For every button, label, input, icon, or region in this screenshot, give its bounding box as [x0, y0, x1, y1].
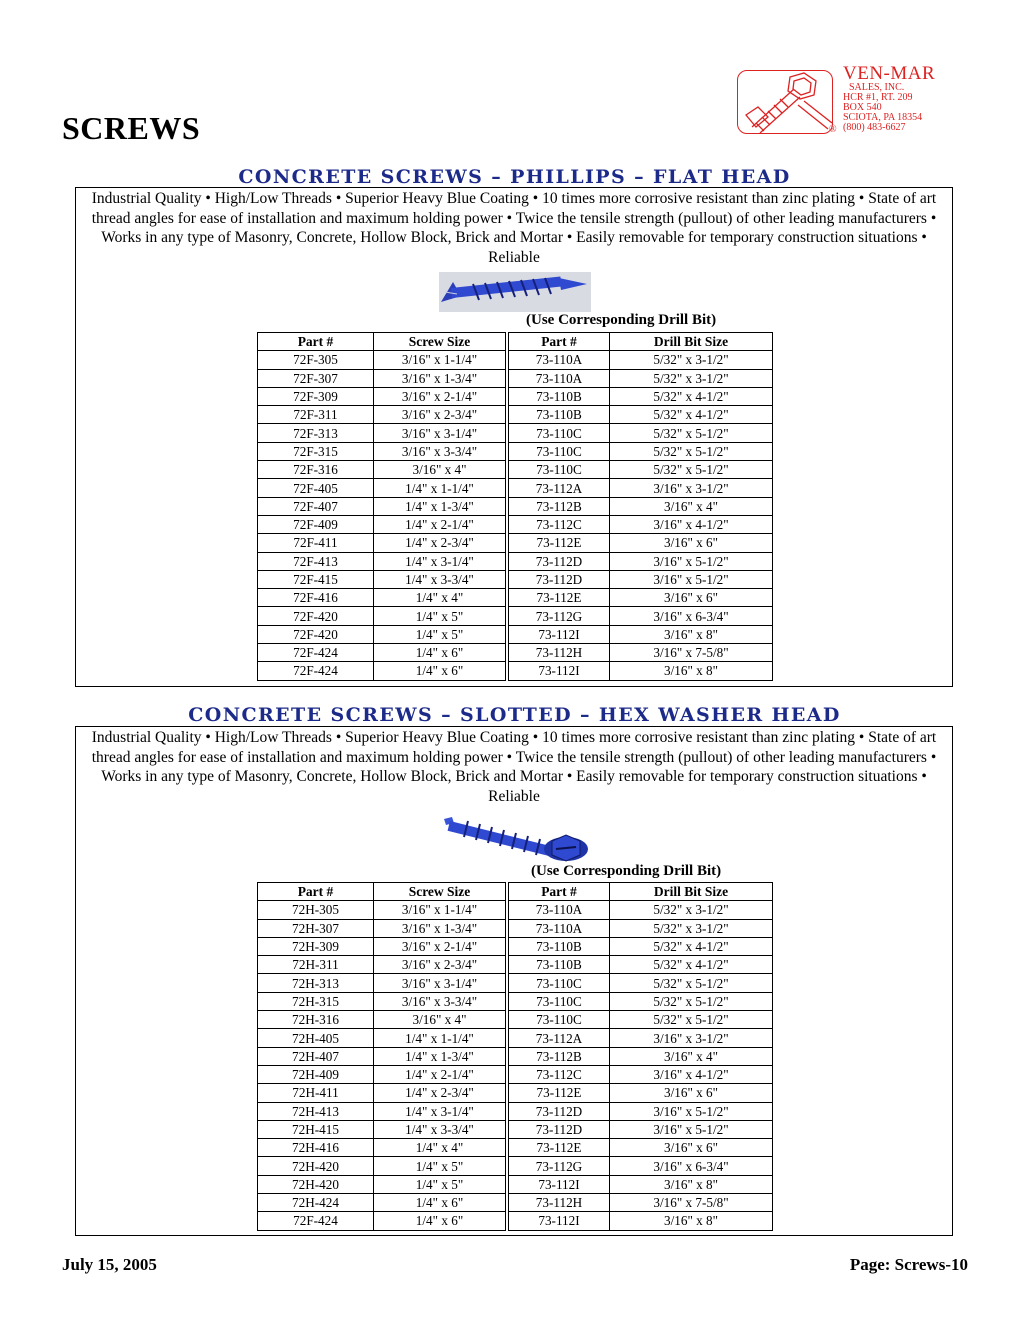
table-header-row	[258, 883, 773, 901]
header-drill-bit-size: Drill Bit Size	[610, 333, 773, 351]
cell-screw-size: 1/4" x 4"	[374, 589, 508, 607]
table-row	[258, 406, 773, 424]
cell-drill-part-number: 73-110C	[507, 424, 610, 442]
table-row	[258, 662, 773, 680]
table-row	[258, 1194, 773, 1212]
cell-part-number: 72F-407	[258, 497, 374, 515]
table-row	[258, 479, 773, 497]
logo-line-2: HCR #1, RT. 209	[843, 92, 913, 103]
cell-drill-bit-size: 5/32" x 5-1/2"	[610, 992, 773, 1010]
cell-part-number: 72H-416	[258, 1139, 374, 1157]
section-description: Industrial Quality • High/Low Threads • Superior Heavy Blue Coating • 10 times more corrosive resistant than zinc plating • State of art thread angles for ease of installation and maximum holding power • Twice the tensile strength (pullout) of other leading manufacturers • Works in any type of Masonry, Concrete, Hollow Block, Brick and Mortar • Easily removable for temporary construction situations • Reliable	[91, 729, 937, 806]
header-drill-part-number: Part #	[507, 333, 610, 351]
logo-text-block	[843, 64, 935, 133]
table-row	[258, 1157, 773, 1175]
cell-drill-part-number: 73-110A	[507, 919, 610, 937]
cell-drill-bit-size: 3/16" x 6"	[610, 1084, 773, 1102]
cell-drill-part-number: 73-112E	[507, 1139, 610, 1157]
cell-part-number: 72H-420	[258, 1175, 374, 1193]
cell-screw-size: 1/4" x 1-1/4"	[374, 1029, 508, 1047]
cell-drill-bit-size: 3/16" x 5-1/2"	[610, 1120, 773, 1138]
cell-part-number: 72H-309	[258, 937, 374, 955]
cell-screw-size: 3/16" x 2-3/4"	[374, 406, 508, 424]
cell-drill-part-number: 73-112B	[507, 1047, 610, 1065]
cell-screw-size: 1/4" x 6"	[374, 1194, 508, 1212]
hex-washer-head-screw-icon	[442, 811, 590, 863]
cell-drill-bit-size: 5/32" x 4-1/2"	[610, 956, 773, 974]
table-row	[258, 625, 773, 643]
cell-drill-part-number: 73-110C	[507, 442, 610, 460]
cell-drill-bit-size: 5/32" x 5-1/2"	[610, 1011, 773, 1029]
cell-drill-bit-size: 5/32" x 3-1/2"	[610, 351, 773, 369]
cell-drill-part-number: 73-112I	[507, 1175, 610, 1193]
cell-screw-size: 1/4" x 5"	[374, 1157, 508, 1175]
logo-line-4: SCIOTA, PA 18354	[843, 112, 923, 123]
cell-drill-bit-size: 3/16" x 7-5/8"	[610, 644, 773, 662]
cell-drill-bit-size: 3/16" x 6-3/4"	[610, 607, 773, 625]
cell-part-number: 72F-305	[258, 351, 374, 369]
table-row	[258, 552, 773, 570]
cell-drill-bit-size: 3/16" x 8"	[610, 625, 773, 643]
cell-screw-size: 1/4" x 5"	[374, 625, 508, 643]
table-row	[258, 442, 773, 460]
cell-part-number: 72F-424	[258, 662, 374, 680]
cell-drill-bit-size: 3/16" x 8"	[610, 1175, 773, 1193]
cell-screw-size: 3/16" x 2-1/4"	[374, 937, 508, 955]
cell-drill-part-number: 73-110C	[507, 461, 610, 479]
parts-table-flat-head	[257, 332, 773, 681]
table-row	[258, 534, 773, 552]
cell-drill-part-number: 73-112D	[507, 552, 610, 570]
cell-screw-size: 1/4" x 6"	[374, 662, 508, 680]
cell-drill-part-number: 73-110C	[507, 1011, 610, 1029]
table-header-row	[258, 333, 773, 351]
cell-drill-bit-size: 5/32" x 3-1/2"	[610, 919, 773, 937]
cell-screw-size: 3/16" x 4"	[374, 461, 508, 479]
table-row	[258, 1011, 773, 1029]
cell-screw-size: 1/4" x 3-1/4"	[374, 1102, 508, 1120]
cell-drill-bit-size: 3/16" x 8"	[610, 662, 773, 680]
table-row	[258, 1084, 773, 1102]
table-row	[258, 1139, 773, 1157]
cell-drill-part-number: 73-112D	[507, 1102, 610, 1120]
table-row	[258, 1175, 773, 1193]
cell-screw-size: 3/16" x 1-1/4"	[374, 901, 508, 919]
table-row	[258, 1120, 773, 1138]
cell-screw-size: 3/16" x 3-1/4"	[374, 974, 508, 992]
logo-line-5: (800) 483-6627	[843, 122, 906, 133]
cell-part-number: 72H-407	[258, 1047, 374, 1065]
flat-head-screw-icon	[439, 272, 591, 312]
cell-screw-size: 3/16" x 2-3/4"	[374, 956, 508, 974]
cell-drill-bit-size: 5/32" x 4-1/2"	[610, 406, 773, 424]
cell-drill-bit-size: 3/16" x 6"	[610, 1139, 773, 1157]
cell-part-number: 72F-424	[258, 644, 374, 662]
cell-drill-bit-size: 5/32" x 5-1/2"	[610, 974, 773, 992]
header-part-number: Part #	[258, 333, 374, 351]
cell-drill-bit-size: 3/16" x 5-1/2"	[610, 552, 773, 570]
cell-screw-size: 3/16" x 1-1/4"	[374, 351, 508, 369]
cell-screw-size: 1/4" x 1-3/4"	[374, 497, 508, 515]
cell-drill-bit-size: 3/16" x 4"	[610, 1047, 773, 1065]
cell-drill-part-number: 73-112C	[507, 1065, 610, 1083]
table-row	[258, 1102, 773, 1120]
table-row	[258, 387, 773, 405]
cell-part-number: 72H-316	[258, 1011, 374, 1029]
cell-screw-size: 1/4" x 6"	[374, 644, 508, 662]
cell-drill-part-number: 73-110C	[507, 992, 610, 1010]
logo-line-1: SALES, INC.	[849, 82, 905, 93]
cell-drill-part-number: 73-110B	[507, 956, 610, 974]
cell-screw-size: 3/16" x 3-3/4"	[374, 992, 508, 1010]
cell-drill-bit-size: 3/16" x 8"	[610, 1212, 773, 1230]
table-row	[258, 607, 773, 625]
header-drill-bit-size: Drill Bit Size	[610, 883, 773, 901]
table-row	[258, 919, 773, 937]
section-heading-flat-head: CONCRETE SCREWS – PHILLIPS – FLAT HEAD	[238, 166, 791, 188]
cell-part-number: 72F-307	[258, 369, 374, 387]
page-title: SCREWS	[62, 110, 201, 146]
drill-bit-note: (Use Corresponding Drill Bit)	[531, 863, 722, 879]
cell-part-number: 72H-307	[258, 919, 374, 937]
cell-drill-bit-size: 3/16" x 4-1/2"	[610, 515, 773, 533]
cell-drill-bit-size: 5/32" x 4-1/2"	[610, 937, 773, 955]
cell-drill-bit-size: 3/16" x 4-1/2"	[610, 1065, 773, 1083]
table-row	[258, 937, 773, 955]
cell-part-number: 72F-416	[258, 589, 374, 607]
table-row	[258, 424, 773, 442]
cell-part-number: 72H-413	[258, 1102, 374, 1120]
table-row	[258, 589, 773, 607]
company-logo	[737, 64, 967, 140]
table-row	[258, 1065, 773, 1083]
logo-company-name: VEN-MAR	[843, 63, 936, 84]
table-row	[258, 570, 773, 588]
cell-screw-size: 1/4" x 4"	[374, 1139, 508, 1157]
cell-part-number: 72F-405	[258, 479, 374, 497]
table-row	[258, 974, 773, 992]
section-box-hex-washer-head	[75, 726, 953, 1236]
cell-drill-bit-size: 3/16" x 6-3/4"	[610, 1157, 773, 1175]
cell-drill-bit-size: 5/32" x 3-1/2"	[610, 369, 773, 387]
cell-screw-size: 3/16" x 1-3/4"	[374, 919, 508, 937]
cell-drill-part-number: 73-112E	[507, 589, 610, 607]
cell-drill-part-number: 73-110B	[507, 937, 610, 955]
cell-drill-part-number: 73-112G	[507, 1157, 610, 1175]
cell-drill-part-number: 73-110A	[507, 369, 610, 387]
cell-part-number: 72F-316	[258, 461, 374, 479]
cell-drill-part-number: 73-110B	[507, 406, 610, 424]
logo-line-3: BOX 540	[843, 102, 882, 113]
table-row	[258, 1212, 773, 1230]
header-part-number: Part #	[258, 883, 374, 901]
cell-drill-part-number: 73-112A	[507, 479, 610, 497]
cell-screw-size: 3/16" x 4"	[374, 1011, 508, 1029]
cell-drill-bit-size: 3/16" x 5-1/2"	[610, 1102, 773, 1120]
cell-part-number: 72F-311	[258, 406, 374, 424]
cell-drill-part-number: 73-112G	[507, 607, 610, 625]
cell-drill-part-number: 73-112I	[507, 1212, 610, 1230]
header-screw-size: Screw Size	[374, 333, 508, 351]
cell-part-number: 72F-415	[258, 570, 374, 588]
table-row	[258, 644, 773, 662]
cell-screw-size: 1/4" x 1-3/4"	[374, 1047, 508, 1065]
cell-screw-size: 1/4" x 5"	[374, 1175, 508, 1193]
cell-drill-bit-size: 3/16" x 3-1/2"	[610, 479, 773, 497]
cell-drill-part-number: 73-112E	[507, 534, 610, 552]
cell-screw-size: 1/4" x 3-3/4"	[374, 570, 508, 588]
cell-drill-part-number: 73-112H	[507, 644, 610, 662]
cell-drill-bit-size: 5/32" x 5-1/2"	[610, 442, 773, 460]
cell-part-number: 72H-415	[258, 1120, 374, 1138]
cell-part-number: 72H-305	[258, 901, 374, 919]
cell-screw-size: 1/4" x 2-3/4"	[374, 1084, 508, 1102]
cell-drill-part-number: 73-112E	[507, 1084, 610, 1102]
cell-drill-bit-size: 3/16" x 6"	[610, 589, 773, 607]
table-row	[258, 369, 773, 387]
cell-part-number: 72F-315	[258, 442, 374, 460]
cell-drill-bit-size: 5/32" x 5-1/2"	[610, 461, 773, 479]
cell-drill-bit-size: 5/32" x 5-1/2"	[610, 424, 773, 442]
cell-part-number: 72H-409	[258, 1065, 374, 1083]
cell-screw-size: 1/4" x 3-3/4"	[374, 1120, 508, 1138]
table-row	[258, 497, 773, 515]
header-drill-part-number: Part #	[507, 883, 610, 901]
cell-drill-part-number: 73-112I	[507, 662, 610, 680]
cell-part-number: 72F-413	[258, 552, 374, 570]
section-description: Industrial Quality • High/Low Threads • Superior Heavy Blue Coating • 10 times more corrosive resistant than zinc plating • State of art thread angles for ease of installation and maximum holding power • Twice the tensile strength (pullout) of other leading manufacturers • Works in any type of Masonry, Concrete, Hollow Block, Brick and Mortar • Easily removable for temporary construction situations • Reliable	[91, 190, 937, 267]
cell-part-number: 72F-424	[258, 1212, 374, 1230]
cell-drill-part-number: 73-110A	[507, 351, 610, 369]
cell-part-number: 72H-311	[258, 956, 374, 974]
cell-part-number: 72H-420	[258, 1157, 374, 1175]
cell-part-number: 72F-409	[258, 515, 374, 533]
cell-drill-part-number: 73-112B	[507, 497, 610, 515]
cell-drill-bit-size: 3/16" x 6"	[610, 534, 773, 552]
section-heading-hex-washer-head: CONCRETE SCREWS – SLOTTED – HEX WASHER HEAD	[188, 704, 841, 726]
table-row	[258, 461, 773, 479]
cell-screw-size: 1/4" x 2-3/4"	[374, 534, 508, 552]
cell-screw-size: 3/16" x 2-1/4"	[374, 387, 508, 405]
footer-page-number: Page: Screws-10	[849, 1255, 968, 1274]
table-row	[258, 956, 773, 974]
table-row	[258, 901, 773, 919]
cell-part-number: 72H-313	[258, 974, 374, 992]
header-screw-size: Screw Size	[374, 883, 508, 901]
cell-part-number: 72H-405	[258, 1029, 374, 1047]
cell-drill-bit-size: 5/32" x 3-1/2"	[610, 901, 773, 919]
table-row	[258, 515, 773, 533]
cell-part-number: 72F-411	[258, 534, 374, 552]
cell-drill-bit-size: 3/16" x 3-1/2"	[610, 1029, 773, 1047]
cell-part-number: 72F-313	[258, 424, 374, 442]
cell-drill-part-number: 73-112H	[507, 1194, 610, 1212]
cell-screw-size: 3/16" x 3-1/4"	[374, 424, 508, 442]
cell-part-number: 72F-309	[258, 387, 374, 405]
cell-screw-size: 1/4" x 3-1/4"	[374, 552, 508, 570]
cell-part-number: 72F-420	[258, 607, 374, 625]
drill-bit-note: (Use Corresponding Drill Bit)	[526, 312, 717, 328]
cell-screw-size: 1/4" x 5"	[374, 607, 508, 625]
cell-drill-part-number: 73-112I	[507, 625, 610, 643]
logo-registered-mark: ®	[829, 124, 837, 135]
cell-screw-size: 3/16" x 3-3/4"	[374, 442, 508, 460]
table-row	[258, 1047, 773, 1065]
section-box-flat-head	[75, 187, 953, 687]
cell-part-number: 72H-315	[258, 992, 374, 1010]
cell-drill-part-number: 73-110C	[507, 974, 610, 992]
cell-part-number: 72H-424	[258, 1194, 374, 1212]
logo-emblem	[737, 70, 833, 134]
cell-drill-part-number: 73-110B	[507, 387, 610, 405]
cell-drill-bit-size: 3/16" x 4"	[610, 497, 773, 515]
cell-drill-part-number: 73-112A	[507, 1029, 610, 1047]
cell-screw-size: 1/4" x 2-1/4"	[374, 1065, 508, 1083]
table-row	[258, 351, 773, 369]
parts-table-hex-washer-head	[257, 882, 773, 1231]
cell-drill-part-number: 73-112C	[507, 515, 610, 533]
cell-screw-size: 1/4" x 2-1/4"	[374, 515, 508, 533]
cell-drill-bit-size: 3/16" x 7-5/8"	[610, 1194, 773, 1212]
cell-drill-bit-size: 5/32" x 4-1/2"	[610, 387, 773, 405]
table-row	[258, 1029, 773, 1047]
cell-screw-size: 3/16" x 1-3/4"	[374, 369, 508, 387]
cell-drill-part-number: 73-112D	[507, 1120, 610, 1138]
cell-part-number: 72F-420	[258, 625, 374, 643]
cell-part-number: 72H-411	[258, 1084, 374, 1102]
cell-drill-part-number: 73-110A	[507, 901, 610, 919]
bolt-nut-logo-icon	[738, 71, 833, 134]
cell-drill-bit-size: 3/16" x 5-1/2"	[610, 570, 773, 588]
cell-screw-size: 1/4" x 1-1/4"	[374, 479, 508, 497]
cell-screw-size: 1/4" x 6"	[374, 1212, 508, 1230]
footer-date: July 15, 2005	[62, 1255, 157, 1274]
table-row	[258, 992, 773, 1010]
cell-drill-part-number: 73-112D	[507, 570, 610, 588]
